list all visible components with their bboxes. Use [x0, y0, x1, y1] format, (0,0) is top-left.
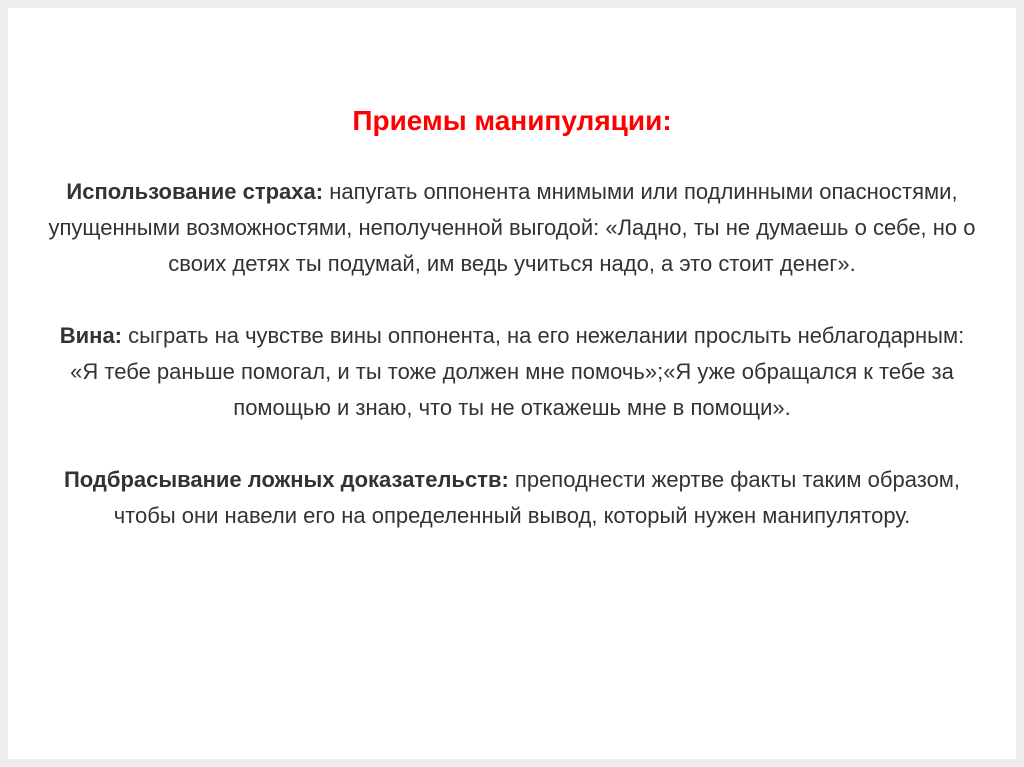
paragraph-text: преподнести жертве факты таким образом, чтобы они навели его на определенный вывод, который нужен манипулятору.: [113, 467, 961, 528]
paragraph-false-evidence: [48, 462, 976, 534]
paragraph-term: Подбрасывание ложных доказательств:: [63, 467, 509, 492]
paragraph-term: Использование страха:: [66, 179, 324, 204]
slide: [8, 8, 1016, 759]
slide-title: Приемы манипуляции:: [352, 105, 672, 136]
paragraph-text: сыграть на чувстве вины оппонента, на его нежелании прослыть неблагодарным: «Я тебе раньше помогал, и ты тоже должен мне помочь»;«Я уже обращался к тебе за помощью и знаю, что ты не откажешь мне в помощи».: [70, 323, 965, 420]
paragraph-term: Вина:: [59, 323, 123, 348]
paragraph-guilt: [48, 318, 976, 426]
slide-content: [48, 104, 976, 534]
paragraph-text: напугать оппонента мнимыми или подлинными опасностями, упущенными возможностями, неполученной выгодой: «Ладно, ты не думаешь о себе, но о своих детях ты подумай, им ведь учиться надо, а это стоит денег».: [48, 179, 976, 276]
paragraph-fear: [48, 174, 976, 282]
